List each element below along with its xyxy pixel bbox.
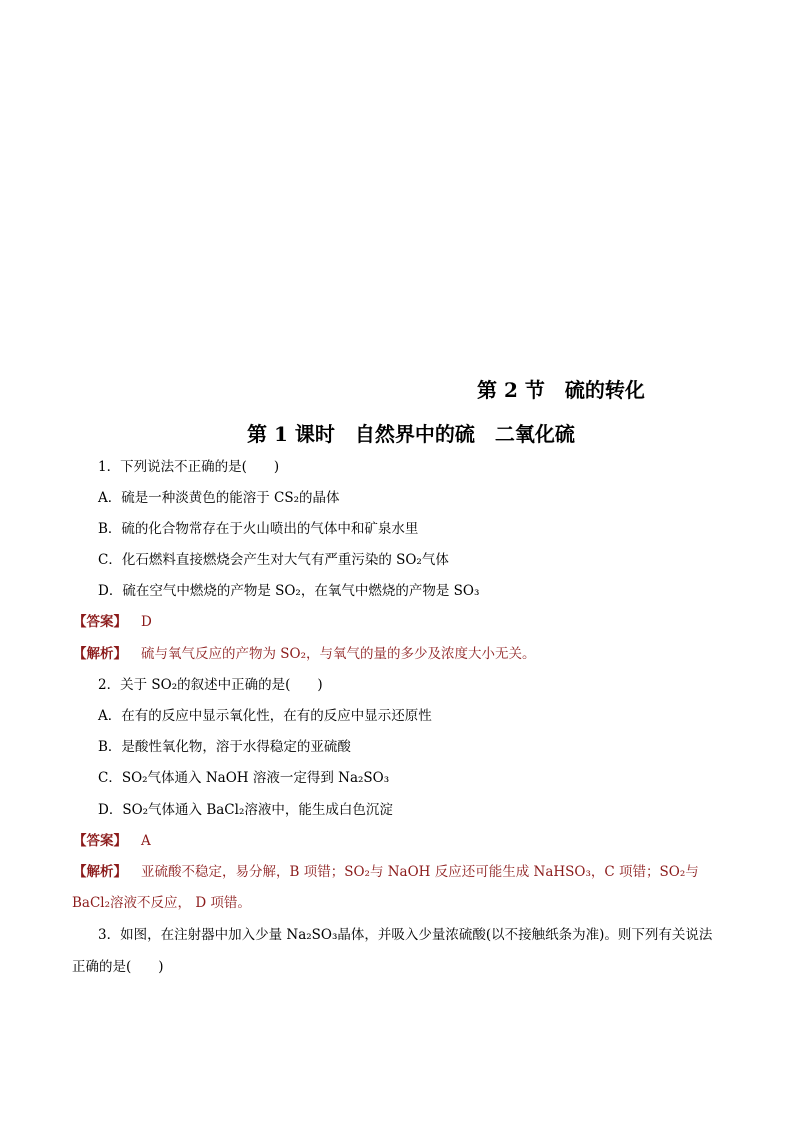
q2-option-d: D．SO₂气体通入 BaCl₂溶液中，能生成白色沉淀	[98, 802, 393, 818]
q2-answer	[73, 832, 151, 850]
q2-analysis-line2: BaCl₂溶液不反应， D 项错。	[72, 895, 251, 911]
q1-analysis	[73, 645, 536, 663]
q2-option-a: A．在有的反应中显示氧化性，在有的反应中显示还原性	[98, 708, 432, 724]
q1-answer	[73, 613, 152, 631]
answer-tag: 【答案】	[73, 833, 127, 849]
q1-stem: 1．下列说法不正确的是( )	[98, 459, 280, 475]
q2-stem: 2．关于 SO₂的叙述中正确的是( )	[98, 677, 323, 693]
section-title: 第 2 节 硫的转化	[477, 378, 645, 402]
q1-option-a: A．硫是一种淡黄色的能溶于 CS₂的晶体	[98, 490, 340, 506]
answer-tag: 【答案】	[73, 614, 127, 630]
analysis-text-line1: 亚硫酸不稳定，易分解，B 项错；SO₂与 NaOH 反应还可能生成 NaHSO₃，C 项错；SO₂与	[141, 864, 699, 880]
q1-option-d: D．硫在空气中燃烧的产物是 SO₂，在氧气中燃烧的产物是 SO₃	[98, 583, 480, 599]
lesson-title: 第 1 课时 自然界中的硫 二氧化硫	[247, 422, 575, 446]
analysis-text: 硫与氧气反应的产物为 SO₂，与氧气的量的多少及浓度大小无关。	[141, 646, 536, 662]
q2-option-c: C．SO₂气体通入 NaOH 溶液一定得到 Na₂SO₃	[98, 770, 390, 786]
analysis-tag: 【解析】	[73, 864, 127, 880]
q1-option-c: C．化石燃料直接燃烧会产生对大气有严重污染的 SO₂气体	[98, 552, 449, 568]
q3-stem-line2: 正确的是( )	[72, 959, 164, 975]
q2-analysis	[73, 863, 699, 881]
q2-option-b: B．是酸性氧化物，溶于水得稳定的亚硫酸	[98, 739, 351, 755]
analysis-tag: 【解析】	[73, 646, 127, 662]
q3-stem-line1: 3．如图，在注射器中加入少量 Na₂SO₃晶体，并吸入少量浓硫酸(以不接触纸条为准)。则下列有关说法	[98, 927, 713, 943]
q1-option-b: B．硫的化合物常存在于火山喷出的气体中和矿泉水里	[98, 521, 419, 537]
answer-value: D	[141, 614, 152, 630]
answer-value: A	[141, 833, 151, 849]
